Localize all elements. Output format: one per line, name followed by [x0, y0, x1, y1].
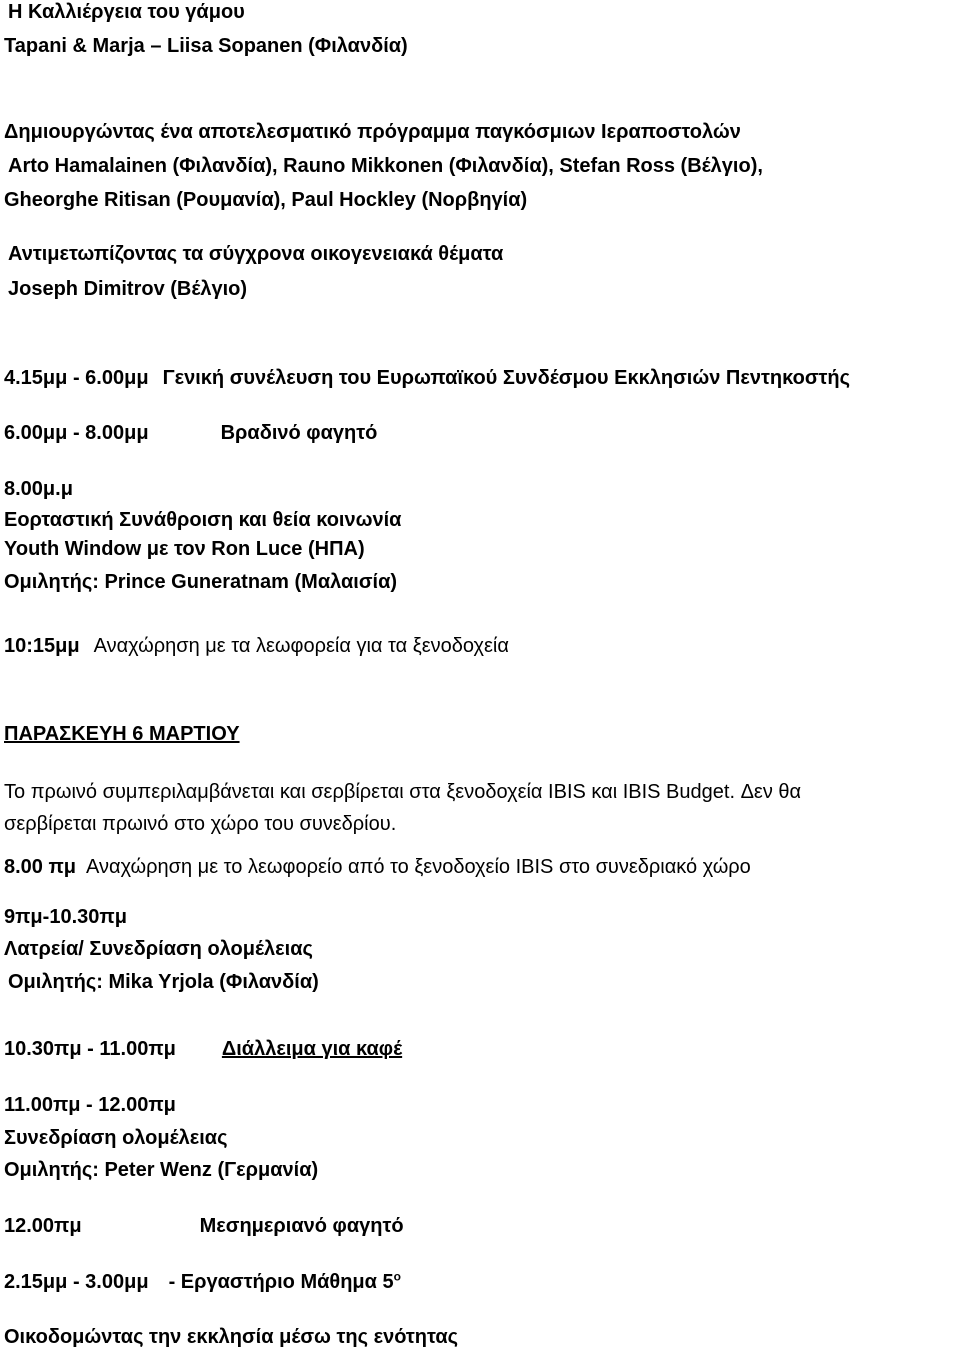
speaker-celebration: Ομιλητής: Prince Guneratnam (Μαλαισία): [4, 571, 398, 593]
time: 2.15μμ - 3.00μμ: [4, 1271, 149, 1293]
schedule-row-coffee: [4, 1037, 402, 1061]
day-heading-friday: ΠΑΡΑΣΚΕΥΗ 6 ΜΑΡΤΙΟΥ: [4, 723, 240, 745]
session-title-plenary: Συνεδρίαση ολομέλειας: [4, 1127, 228, 1149]
speakers-missions-2: Gheorghe Ritisan (Ρουμανία), Paul Hockley (Νορβηγία): [4, 189, 528, 211]
event: Αναχώρηση με τα λεωφορεία για τα ξενοδοχεία: [93, 635, 509, 657]
time-plenary: 11.00πμ - 12.00πμ: [4, 1094, 176, 1116]
schedule-row-departure-ibis: [4, 855, 751, 879]
session-youth-window: Youth Window με τον Ron Luce (ΗΠΑ): [4, 538, 365, 560]
session-title-celebration: Εορταστική Συνάθροιση και θεία κοινωνία: [4, 509, 402, 531]
session-title-missions: Δημιουργώντας ένα αποτελεσματικό πρόγραμμα παγκόσμιων Ιεραποστολών: [4, 121, 741, 143]
schedule-row-assembly: [4, 366, 850, 390]
time: 12.00πμ: [4, 1215, 82, 1237]
event: Γενική συνέλευση του Ευρωπαϊκού Συνδέσμου Εκκλησιών Πεντηκοστής: [162, 367, 851, 389]
time: 10:15μμ: [4, 635, 80, 657]
speakers-family: Joseph Dimitrov (Βέλγιο): [8, 278, 248, 300]
event: Αναχώρηση με το λεωφορείο από το ξενοδοχείο IBIS στο συνεδριακό χώρο: [86, 856, 751, 878]
time-celebration: 8.00μ.μ: [4, 478, 73, 500]
session-title-marriage: Η Καλλιέργεια του γάμου: [8, 1, 245, 23]
breakfast-note-1: Το πρωινό συμπεριλαμβάνεται και σερβίρεται στα ξενοδοχεία IBIS και IBIS Budget. Δεν θα: [4, 781, 802, 803]
ordinal-superscript: ο: [393, 1269, 401, 1284]
session-title-worship: Λατρεία/ Συνεδρίαση ολομέλειας: [4, 938, 313, 960]
event: Διάλλειμα για καφέ: [221, 1038, 403, 1060]
session-title-family: Αντιμετωπίζοντας τα σύγχρονα οικογενειακά θέματα: [8, 243, 504, 265]
event: Μεσημεριανό φαγητό: [199, 1215, 404, 1237]
time: 10.30πμ - 11.00πμ: [4, 1038, 176, 1060]
session-title-unity: Οικοδομώντας την εκκλησία μέσω της ενότητας: [4, 1326, 459, 1348]
event: Βραδινό φαγητό: [220, 422, 378, 444]
speaker-plenary: Ομιλητής: Peter Wenz (Γερμανία): [4, 1159, 319, 1181]
time: 4.15μμ - 6.00μμ: [4, 367, 149, 389]
schedule-row-workshop: [4, 1270, 401, 1294]
schedule-row-lunch: [4, 1214, 404, 1238]
breakfast-note-2: σερβίρεται πρωινό στο χώρο του συνεδρίου.: [4, 813, 397, 835]
speakers-marriage: Tapani & Marja – Liisa Sopanen (Φιλανδία): [4, 35, 408, 57]
speakers-missions-1: Arto Hamalainen (Φιλανδία), Rauno Mikkonen (Φιλανδία), Stefan Ross (Βέλγιο),: [8, 155, 763, 177]
time: 8.00 πμ: [4, 856, 77, 878]
schedule-row-dinner: [4, 421, 377, 445]
speaker-worship: Ομιλητής: Mika Yrjola (Φιλανδία): [8, 971, 319, 993]
time: 6.00μμ - 8.00μμ: [4, 422, 149, 444]
time-worship: 9πμ-10.30πμ: [4, 906, 127, 928]
schedule-row-departure-buses: [4, 634, 509, 658]
event: - Εργαστήριο Μάθημα 5: [168, 1271, 394, 1293]
